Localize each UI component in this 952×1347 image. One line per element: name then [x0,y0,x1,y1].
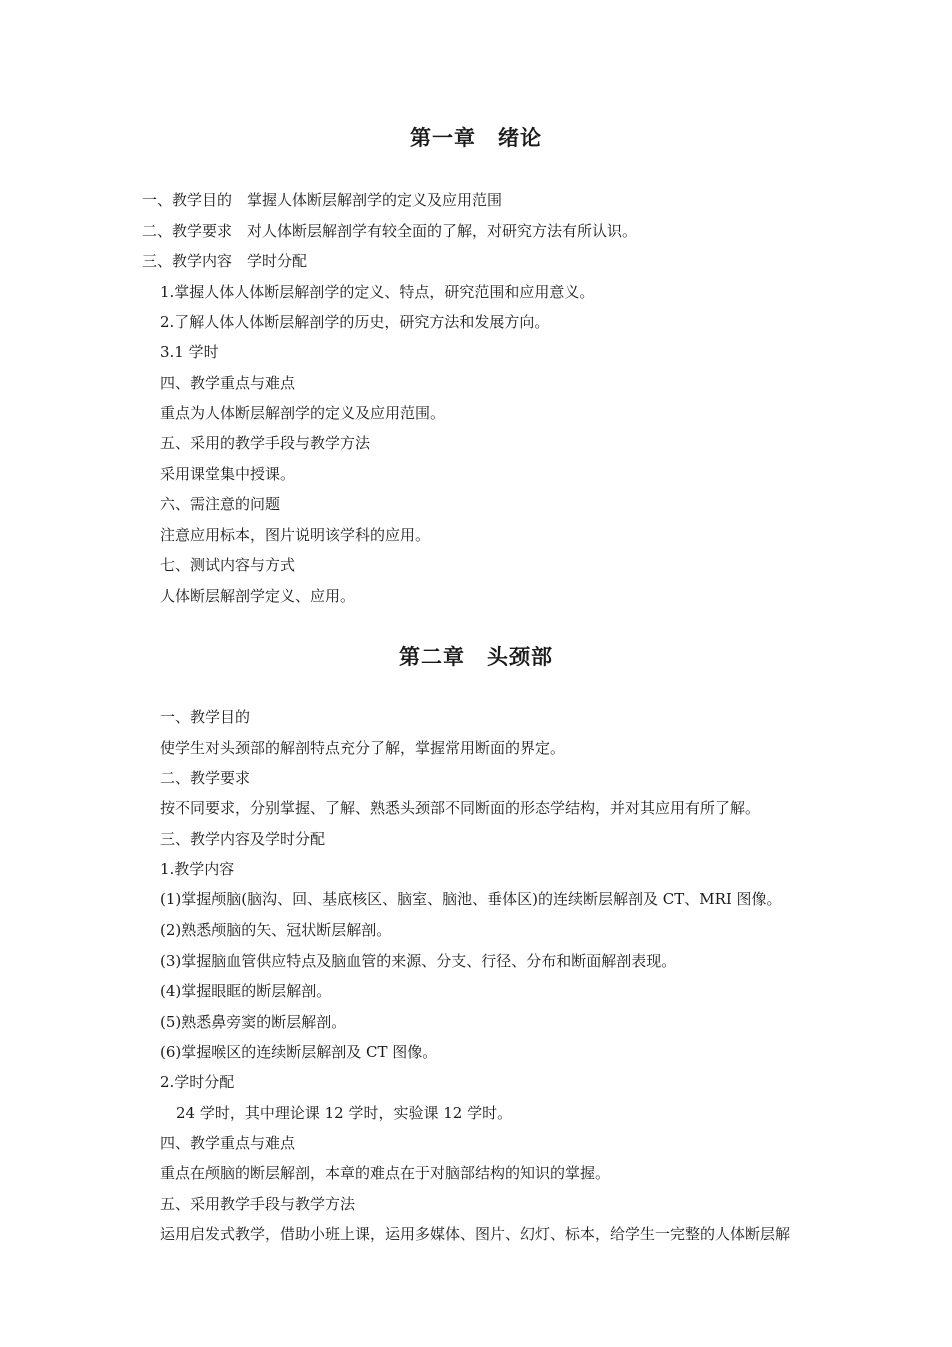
chapter1-line-12: 注意应用标本，图片说明该学科的应用。 [160,526,431,544]
chapter2-line-7: (1)掌握颅脑(脑沟、回、基底核区、脑室、脑池、垂体区)的连续断层解剖及 CT、MRI 图像。 [160,890,782,908]
chapter1-line-3: 三、教学内容 学时分配 [142,252,308,270]
chapter2-line-18: 运用启发式教学，借助小班上课，运用多媒体、图片、幻灯、标本，给学生一完整的人体断层解 [160,1225,791,1243]
chapter2-line-9: (3)掌握脑血管供应特点及脑血管的来源、分支、行径、分布和断面解剖表现。 [160,952,677,970]
chapter2-line-11: (5)熟悉鼻旁窦的断层解剖。 [160,1013,347,1031]
chapter2-line-6: 1.教学内容 [160,860,235,878]
chapter2-line-17: 五、采用教学手段与教学方法 [160,1195,356,1213]
chapter2-line-8: (2)熟悉颅脑的矢、冠状断层解剖。 [160,921,392,939]
chapter2-line-2: 使学生对头颈部的解剖特点充分了解，掌握常用断面的界定。 [160,739,566,757]
chapter2-line-4: 按不同要求，分别掌握、了解、熟悉头颈部不同断面的形态学结构，并对其应用有所了解。 [160,799,761,817]
chapter1-line-6: 3.1 学时 [160,343,219,361]
chapter1-line-2: 二、教学要求 对人体断层解剖学有较全面的了解，对研究方法有所认识。 [142,222,638,240]
chapter2-line-16: 重点在颅脑的断层解剖，本章的难点在于对脑部结构的知识的掌握。 [160,1164,611,1182]
chapter2-line-14: 24 学时，其中理论课 12 学时，实验课 12 学时。 [176,1104,513,1122]
chapter1-line-14: 人体断层解剖学定义、应用。 [160,587,356,605]
chapter2-line-1: 一、教学目的 [160,708,251,726]
chapter2-line-3: 二、教学要求 [160,769,251,787]
chapter1-title: 第一章 绪论 [410,126,542,150]
chapter2-title: 第二章 头颈部 [399,645,553,669]
chapter2-line-12: (6)掌握喉区的连续断层解剖及 CT 图像。 [160,1043,438,1061]
chapter1-line-5: 2.了解人体人体断层解剖学的历史，研究方法和发展方向。 [160,313,550,331]
chapter2-line-10: (4)掌握眼眶的断层解剖。 [160,982,332,1000]
chapter1-line-11: 六、需注意的问题 [160,495,281,513]
chapter1-line-4: 1.掌握人体人体断层解剖学的定义、特点，研究范围和应用意义。 [160,283,595,301]
chapter1-line-1: 一、教学目的 掌握人体断层解剖学的定义及应用范围 [142,191,503,209]
chapter1-line-10: 采用课堂集中授课。 [160,465,296,483]
chapter2-line-15: 四、教学重点与难点 [160,1134,296,1152]
chapter1-line-8: 重点为人体断层解剖学的定义及应用范围。 [160,404,446,422]
chapter2-line-13: 2.学时分配 [160,1073,235,1091]
chapter1-line-9: 五、采用的教学手段与教学方法 [160,434,371,452]
chapter2-line-5: 三、教学内容及学时分配 [160,830,326,848]
chapter1-line-13: 七、测试内容与方式 [160,556,296,574]
chapter1-line-7: 四、教学重点与难点 [160,374,296,392]
